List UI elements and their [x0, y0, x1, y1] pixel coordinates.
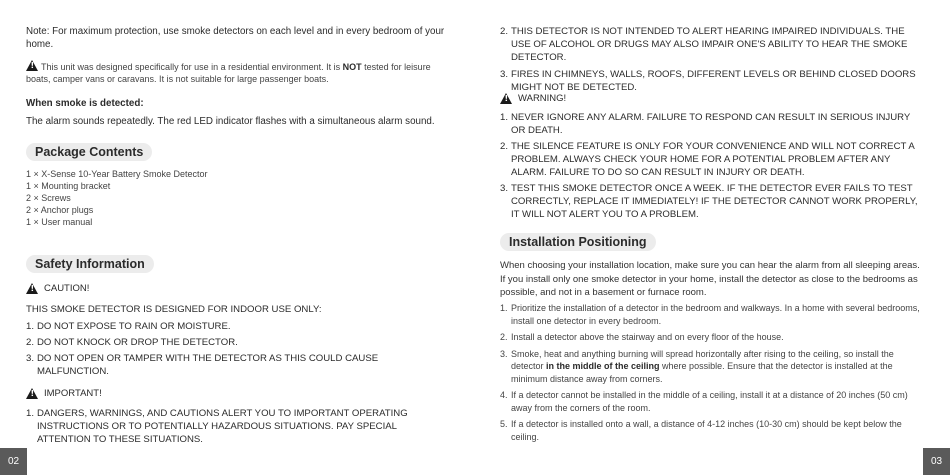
list-item: 3. Smoke, heat and anything burning will spread horizontally after rising to the ceiling, so install the detector in the middle of the ceiling where possible. Ensure that the detector is installed at the minimum distance away from corners. — [500, 348, 894, 384]
residential-notice: !This unit was designed specifically for use in a residential environment. It is NOT tested for leisure boats, camper vans or caravans. It is not suitable for large passenger boats. — [26, 60, 451, 85]
list-item: 2. DO NOT KNOCK OR DROP THE DETECTOR. — [26, 337, 238, 348]
package-item: 2 × Screws — [26, 193, 71, 203]
list-item: 2. THIS DETECTOR IS NOT INTENDED TO ALERT HEARING IMPAIRED INDIVIDUALS. THE USE OF ALCOHOL OR DRUGS MAY ALSO IMPAIR ONE'S ABILITY TO HEAR THE SMOKE DETECTOR. — [500, 26, 908, 63]
list-item: 1. NEVER IGNORE ANY ALARM. FAILURE TO RESPOND CAN RESULT IN SERIOUS INJURY OR DEATH. — [500, 112, 911, 136]
list-item: 1. Prioritize the installation of a detector in the bedroom and walkways. In a home with several bedrooms, install one detector in every bedroom. — [500, 303, 920, 326]
smoke-detected-heading: When smoke is detected: — [26, 98, 144, 109]
package-item: 1 × Mounting bracket — [26, 181, 111, 191]
list-item: 1. DO NOT EXPOSE TO RAIN OR MOISTURE. — [26, 321, 231, 332]
list-item: 2. THE SILENCE FEATURE IS ONLY FOR YOUR CONVENIENCE AND WILL NOT CORRECT A PROBLEM. ALWAYS CHECK YOUR HOME FOR A POTENTIAL PROBLEM AFTER ANY ALARM. FAILURE TO DO SO CAN RESULT IN INJURY OR DEATH. — [500, 141, 915, 178]
important-list-continued — [500, 25, 925, 94]
installation-list — [500, 302, 925, 443]
warning-heading: ! WARNING! — [500, 93, 925, 104]
package-item: 1 × User manual — [26, 217, 93, 227]
installation-intro: When choosing your installation location, make sure you can hear the alarm from all sleeping areas. If you install only one smoke detector in your home, install the detector as close to the bedrooms as possible, and not in a basement or furnace room. — [500, 260, 920, 298]
note-text: Note: For maximum protection, use smoke detectors on each level and in every bedroom of your home. — [26, 26, 445, 50]
warning-triangle-icon — [26, 60, 38, 71]
list-item: 5. If a detector is installed onto a wall, a distance of 4-12 inches (10-30 cm) should be kept below the ceiling. — [500, 419, 902, 442]
important-list — [26, 407, 451, 446]
page-number-right: 03 — [923, 448, 950, 475]
package-list — [26, 168, 451, 228]
list-item: 1. DANGERS, WARNINGS, AND CAUTIONS ALERT YOU TO IMPORTANT OPERATING INSTRUCTIONS OR TO POTENTIALLY HAZARDOUS SITUATIONS. PAY SPECIAL ATTENTION TO THESE SITUATIONS. — [26, 408, 408, 445]
smoke-detected-text: The alarm sounds repeatedly. The red LED indicator flashes with a simultaneous alarm sound. — [26, 116, 435, 127]
indoor-use-text: THIS SMOKE DETECTOR IS DESIGNED FOR INDOOR USE ONLY: — [26, 304, 322, 315]
package-item: 1 × X-Sense 10-Year Battery Smoke Detector — [26, 169, 208, 179]
list-item: 3. TEST THIS SMOKE DETECTOR ONCE A WEEK. IF THE DETECTOR EVER FAILS TO TEST CORRECTLY, REPLACE IT IMMEDIATELY! IF THE DETECTOR CANNOT WORK PROPERLY, IT WILL NOT ALERT YOU TO A PROBLEM. — [500, 183, 918, 220]
list-item: 3. FIRES IN CHIMNEYS, WALLS, ROOFS, DIFFERENT LEVELS OR BEHIND CLOSED DOORS MIGHT NOT BE DETECTED. — [500, 69, 916, 93]
warning-triangle-icon — [26, 388, 38, 399]
caution-list — [26, 320, 451, 378]
warning-triangle-icon — [500, 93, 512, 104]
list-item: 4. If a detector cannot be installed in the middle of a ceiling, install it at a distance of 20 inches (50 cm) away from the corners of the room. — [500, 390, 908, 413]
list-item: 3. DO NOT OPEN OR TAMPER WITH THE DETECTOR AS THIS COULD CAUSE MALFUNCTION. — [26, 353, 379, 377]
installation-positioning-title: Installation Positioning — [500, 233, 656, 251]
safety-information-title: Safety Information — [26, 255, 154, 273]
caution-heading: ! CAUTION! — [26, 283, 451, 294]
warning-list — [500, 111, 925, 221]
page-number-left: 02 — [0, 448, 27, 475]
package-contents-title: Package Contents — [26, 143, 152, 161]
warning-triangle-icon — [26, 283, 38, 294]
important-heading: ! IMPORTANT! — [26, 388, 451, 399]
list-item: 2. Install a detector above the stairway and on every floor of the house. — [500, 332, 784, 342]
package-item: 2 × Anchor plugs — [26, 205, 94, 215]
